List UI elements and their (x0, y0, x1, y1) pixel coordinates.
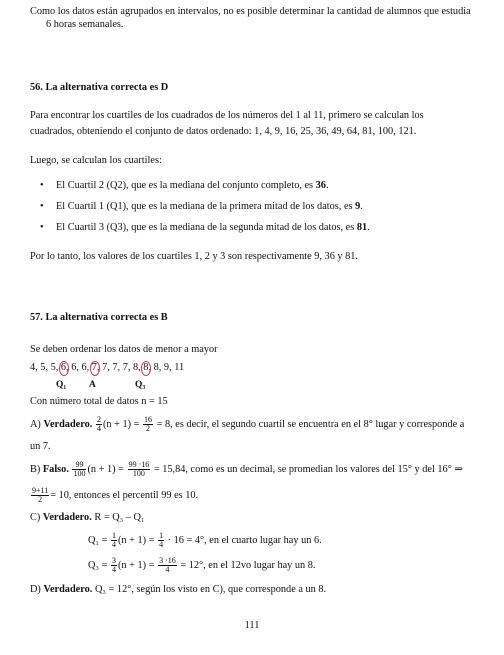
s57-paragraph-1: Se deben ordenar los datos de menor a mayor (30, 344, 218, 355)
option-b (30, 461, 463, 478)
option-c-q1 (88, 532, 322, 549)
heading-57-number: 57. (30, 312, 43, 323)
expr-text: = 12°, en el 12vo lugar hay un 8. (180, 559, 316, 571)
list-item (40, 222, 370, 243)
option-label: D) (30, 584, 44, 595)
expr-text: Q₃ = 12°, según los visto en C), que corresponde a un 8. (92, 584, 327, 595)
option-label: B) (30, 463, 43, 475)
data-text: , 8, 9, 11 (148, 362, 185, 373)
fraction (96, 416, 102, 433)
numerator: 3 ·16 (159, 556, 176, 565)
page-number: 111 (244, 620, 260, 631)
option-label: C) (30, 512, 43, 523)
fraction (111, 532, 117, 549)
circled-value-q1: 6 (60, 362, 67, 373)
label-a: A (89, 380, 96, 390)
intro-line-2: 6 horas semanales. (46, 19, 124, 30)
option-a (30, 416, 464, 433)
bullet-value: 9 (355, 201, 361, 212)
numerator: 1 (111, 531, 116, 540)
s56-conclusion: Por lo tanto, los valores de los cuartiles 1, 2 y 3 son respectivamente 9, 36 y 81. (30, 251, 359, 262)
option-verdict: Falso. (42, 463, 69, 475)
data-text: , 7, 7, 7, 8, (96, 362, 144, 373)
bullet-end: . (325, 180, 329, 191)
label-q3: Q₃ (135, 380, 146, 390)
option-verdict: Verdadero. (43, 418, 93, 430)
denominator: 4 (111, 565, 116, 574)
data-series (30, 362, 184, 374)
option-d (30, 584, 326, 596)
option-c-q3 (88, 557, 316, 574)
numerator: 16 (144, 415, 153, 424)
s56-paragraph-1b: cuadrados, obteniendo el conjunto de datos ordenado: 1, 4, 9, 16, 25, 36, 49, 64, 81, 100, 121. (30, 126, 417, 137)
numerator: 99 ·16 (128, 460, 150, 469)
bullet-text: El Cuartil 2 (Q2), que es la mediana del conjunto completo, es (56, 180, 316, 191)
bullet-value: 81 (356, 222, 368, 233)
data-text: , 6, 6, (66, 362, 92, 373)
list-item (40, 180, 370, 201)
option-b-cont (30, 487, 198, 504)
option-c (30, 512, 145, 524)
denominator: 100 (132, 469, 145, 478)
heading-56 (30, 82, 168, 94)
expr-text: (n + 1) = (117, 559, 158, 571)
denominator: 2 (38, 495, 43, 504)
label-q1: Q₁ (56, 380, 67, 390)
heading-57-text: La alternativa correcta es B (45, 312, 168, 323)
s56-paragraph-2: Luego, se calculan los cuartiles: (30, 155, 162, 166)
expr-text: = 15,84, como es un decimal, se promedian los valores del 15° y del 16° ⇒ (153, 463, 464, 475)
bullet-value: 36 (315, 180, 326, 191)
denominator: 4 (159, 540, 164, 549)
intro-line-1: Como los datos están agrupados en intervalos, no es posible determinar la cantidad de alumnos que estudia (30, 6, 471, 17)
fraction (158, 557, 177, 574)
denominator: 100 (73, 469, 86, 478)
bullet-end: . (360, 201, 363, 212)
option-verdict: Verdadero. (43, 584, 93, 595)
circled-value-q3: 8 (143, 362, 149, 373)
expr-text: · 16 = 4°, en el cuarto lugar hay un 6. (167, 534, 322, 546)
expr-text: Q₃ = (88, 559, 110, 571)
expr-text: (n + 1) = (102, 418, 143, 430)
expr-text: (n + 1) = (87, 463, 127, 475)
heading-56-text: La alternativa correcta es D (45, 82, 169, 93)
denominator: 4 (111, 540, 116, 549)
bullet-text: El Cuartil 1 (Q1), que es la mediana de la primera mitad de los datos, es (56, 201, 356, 212)
fraction (31, 487, 49, 504)
heading-56-number: 56. (30, 82, 43, 93)
option-label: A) (30, 418, 44, 430)
denominator: 2 (146, 424, 151, 433)
denominator: 4 (96, 424, 101, 433)
numerator: 9+11 (32, 486, 49, 495)
s56-paragraph-1a: Para encontrar los cuartiles de los cuadrados de los números del 1 al 11, primero se calculan los (30, 110, 424, 121)
fraction (72, 461, 86, 478)
total-count: Con número total de datos n = 15 (30, 396, 168, 407)
expr-text: (n + 1) = (117, 534, 158, 546)
expr-text: R = Q₃ – Q₁ (91, 512, 145, 523)
circled-value-median: 7 (91, 362, 97, 373)
list-item (40, 201, 370, 222)
denominator: 4 (165, 565, 170, 574)
bullet-end: . (367, 222, 370, 233)
heading-57 (30, 312, 168, 324)
fraction (128, 461, 151, 478)
option-a-cont: un 7. (30, 441, 51, 452)
fraction (143, 416, 153, 433)
numerator: 2 (96, 415, 101, 424)
quartile-list (40, 180, 370, 243)
expr-text: Q₁ = (88, 534, 110, 546)
bullet-text: El Cuartil 3 (Q3), que es la mediana de la segunda mitad de los datos, es (56, 222, 357, 233)
numerator: 3 (111, 556, 116, 565)
fraction (111, 557, 117, 574)
expr-text: = 10, entonces el percentil 99 es 10. (50, 489, 199, 501)
expr-text: = 8, es decir, el segundo cuartil se encuentra en el 8° lugar y corresponde a (156, 418, 465, 430)
fraction (158, 532, 164, 549)
numerator: 99 (72, 461, 86, 470)
data-text: 4, 5, 5, (30, 362, 61, 373)
numerator: 1 (159, 531, 164, 540)
option-verdict: Verdadero. (42, 512, 92, 523)
